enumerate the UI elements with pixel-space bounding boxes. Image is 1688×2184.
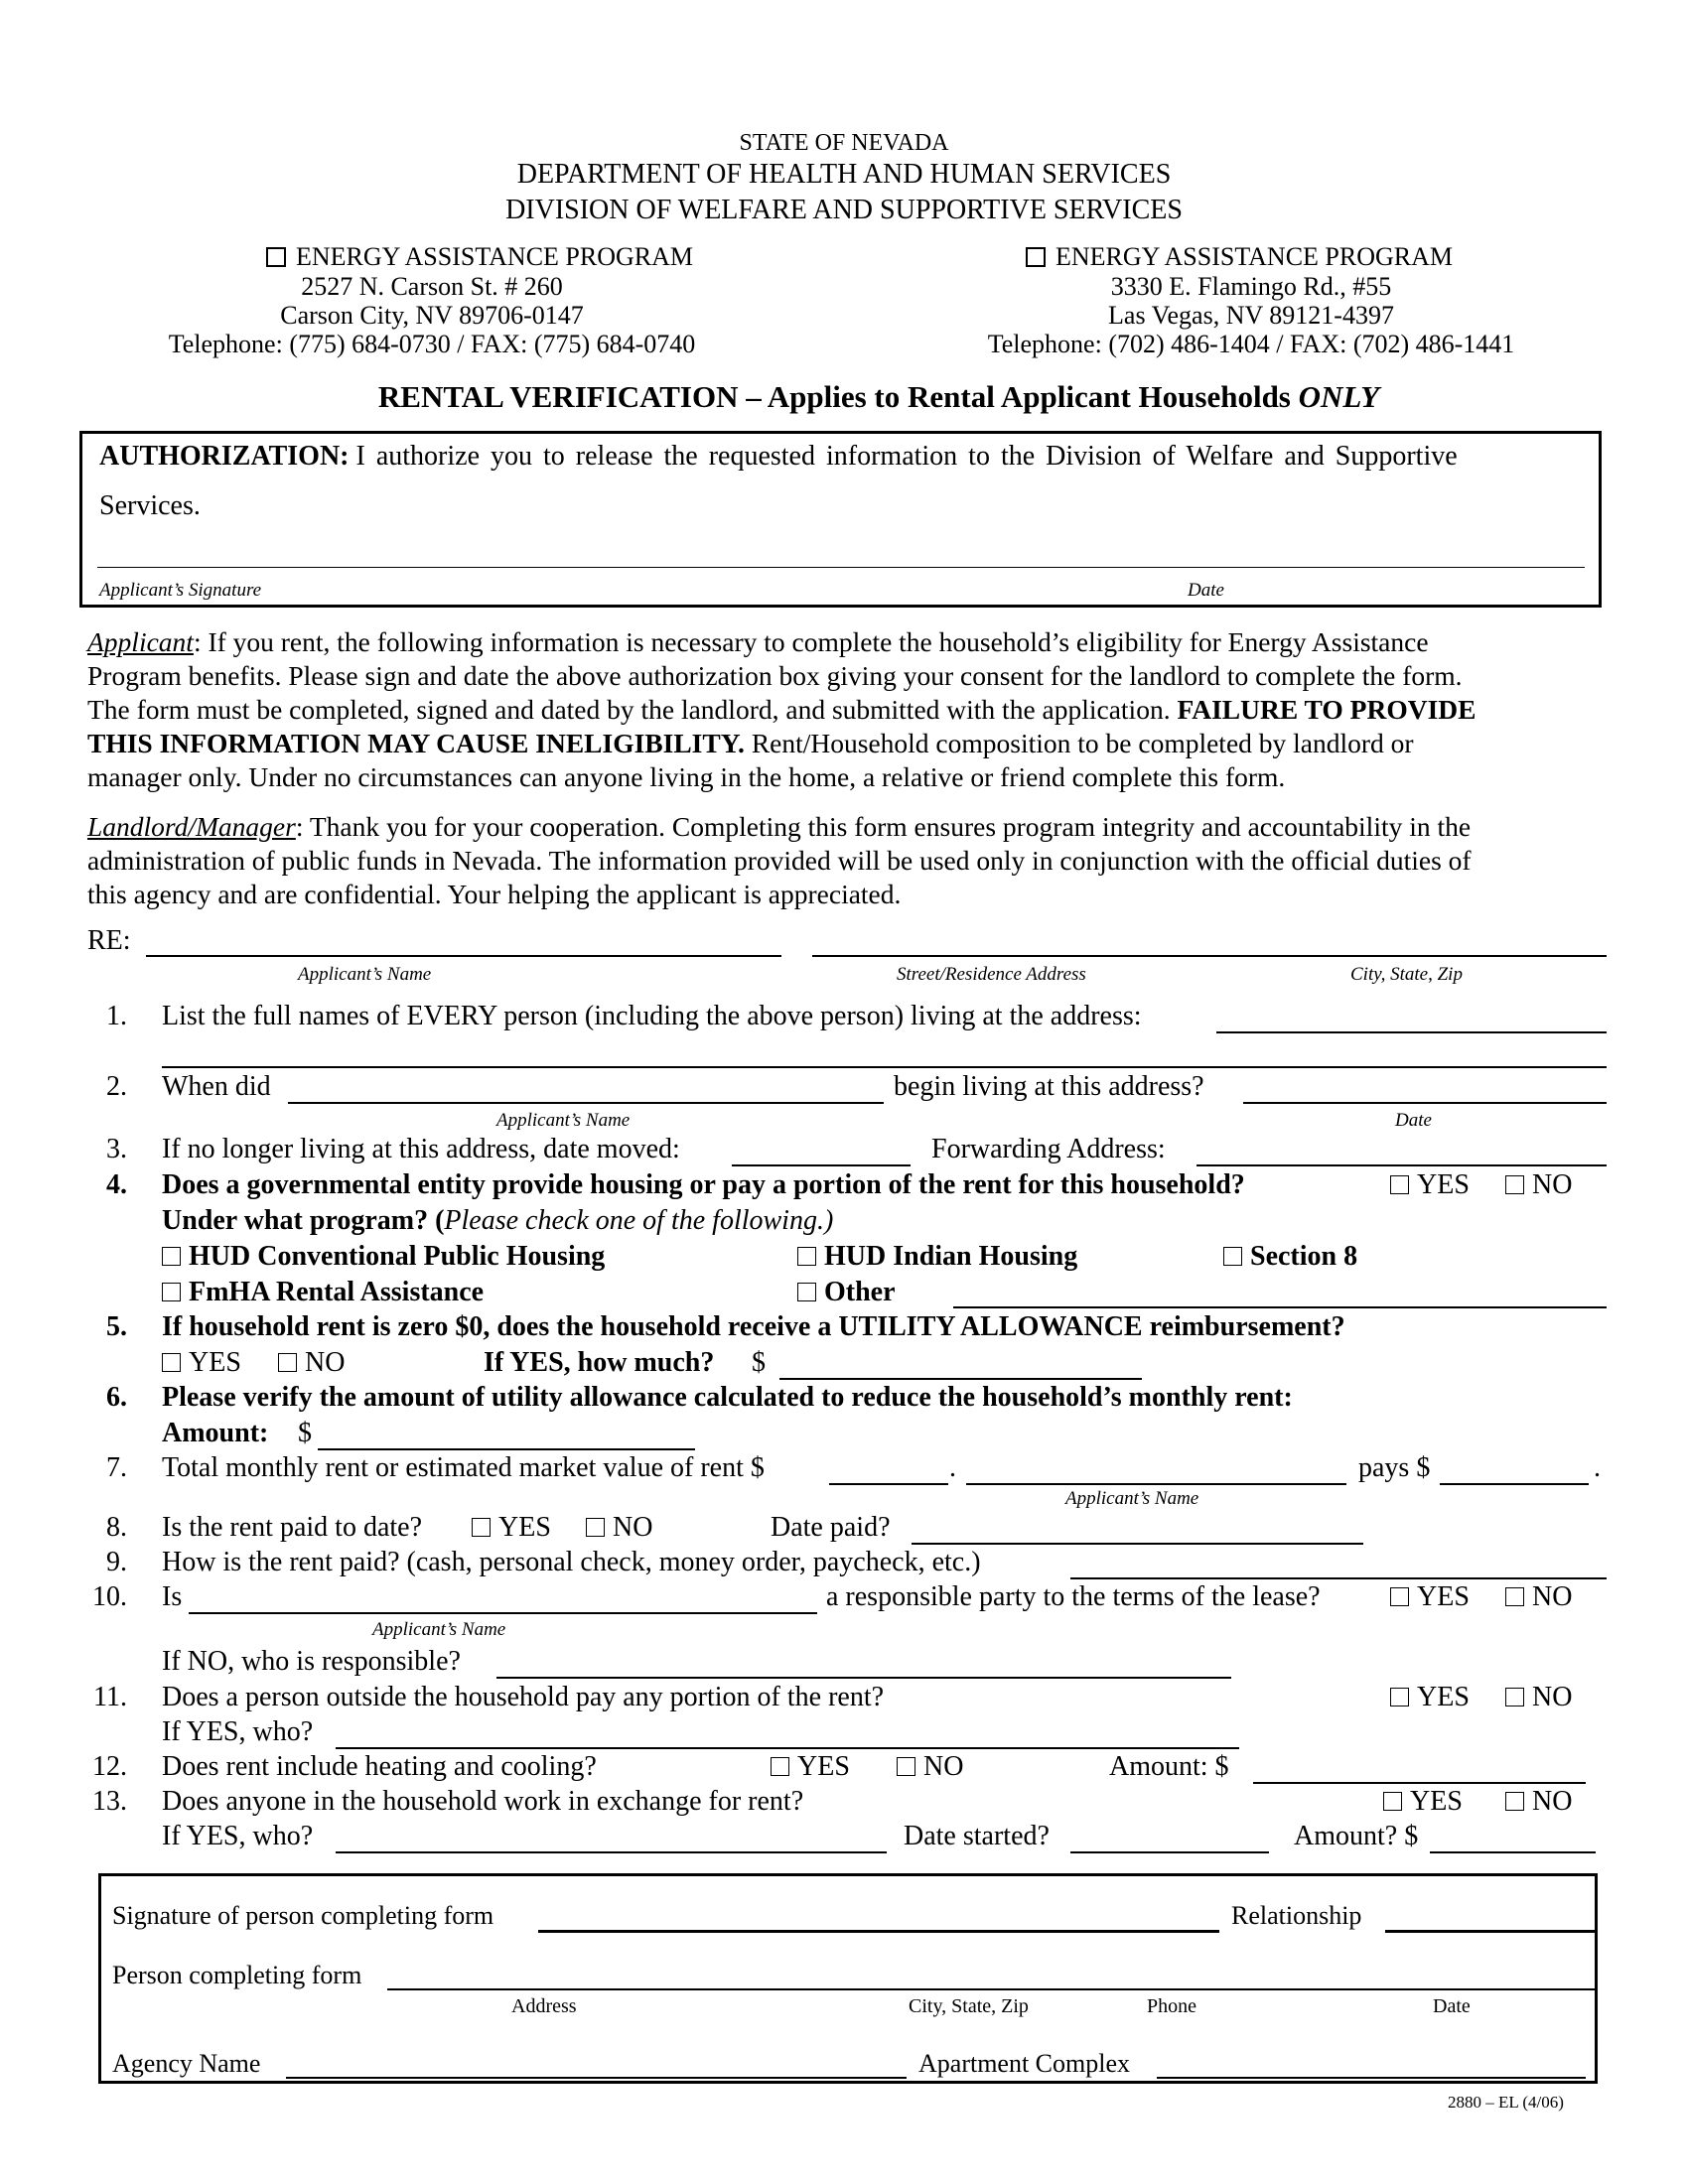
state-name: STATE OF NEVADA <box>739 130 949 156</box>
q4-under-program <box>162 1205 833 1237</box>
q4-opt-fmha[interactable] <box>162 1277 484 1308</box>
q8-date-paid-line[interactable] <box>912 1543 1363 1545</box>
q5-text: If household rent is zero $0, does the household receive a UTILITY ALLOWANCE reimbursement? <box>162 1311 1345 1342</box>
q4-no-option[interactable] <box>1505 1169 1572 1201</box>
q8-no-option[interactable] <box>586 1512 652 1544</box>
office-lasvegas-street: 3330 E. Flamingo Rd., #55 <box>1110 272 1392 301</box>
q2-text-a: When did <box>162 1071 271 1102</box>
q3-date-moved-line[interactable] <box>732 1164 911 1166</box>
re-city-label: City, State, Zip <box>1350 964 1463 985</box>
q7-applicant-name-label: Applicant’s Name <box>1065 1488 1199 1509</box>
q11-who-label: If YES, who? <box>162 1716 314 1747</box>
relationship-label: Relationship <box>1231 1901 1362 1930</box>
office-carson-checkbox[interactable] <box>266 247 286 267</box>
applicant-paragraph <box>87 625 1476 794</box>
q13-yes-checkbox[interactable] <box>1383 1792 1402 1811</box>
q7-number: 7. <box>106 1452 127 1483</box>
q2-date-label: Date <box>1395 1110 1432 1131</box>
q7-text-a: Total monthly rent or estimated market value of rent $ <box>162 1452 765 1483</box>
q13-date-started-line[interactable] <box>1070 1851 1269 1853</box>
q4-hud-conventional-checkbox[interactable] <box>162 1247 181 1266</box>
landlord-para-line3: this agency and are confidential. Your helping the applicant is appreciated. <box>87 879 902 909</box>
signature-completing-label: Signature of person completing form <box>112 1901 494 1930</box>
q4-no-label: NO <box>1532 1169 1573 1200</box>
landlord-para-line1: : Thank you for your cooperation. Completing this form ensures program integrity and accountability in the <box>295 811 1472 842</box>
applicant-signature-label: Applicant’s Signature <box>99 580 262 601</box>
q1-number: 1. <box>106 1001 127 1031</box>
q4-no-checkbox[interactable] <box>1505 1175 1524 1194</box>
q12-yes-checkbox[interactable] <box>771 1757 789 1776</box>
q5-yes-checkbox[interactable] <box>162 1353 181 1372</box>
q2-number: 2. <box>106 1071 127 1102</box>
q13-text: Does anyone in the household work in exchange for rent? <box>162 1786 804 1817</box>
re-applicant-name-label: Applicant’s Name <box>298 964 432 985</box>
q4-text: Does a governmental entity provide housing or pay a portion of the rent for this household? <box>162 1169 1245 1200</box>
q5-how-much-label: If YES, how much? <box>484 1347 715 1378</box>
q5-no-checkbox[interactable] <box>278 1353 297 1372</box>
q8-number: 8. <box>106 1512 127 1543</box>
q12-no-option[interactable] <box>897 1751 963 1783</box>
q10-no-option[interactable] <box>1505 1581 1572 1613</box>
applicant-para-line3b: FAILURE TO PROVIDE <box>1177 694 1477 725</box>
q10-text-b: a responsible party to the terms of the lease? <box>826 1581 1321 1612</box>
q2-date-line[interactable] <box>1243 1102 1607 1104</box>
q5-dollar-sign: $ <box>752 1347 766 1378</box>
q1-answer-line-2[interactable] <box>162 1066 1607 1068</box>
q8-text-a: Is the rent paid to date? <box>162 1512 423 1543</box>
authorization-line1: I authorize you to release the requested information to the Division of Welfare and Supportive <box>355 441 1458 472</box>
q2-text-b: begin living at this address? <box>894 1071 1204 1102</box>
q8-yes-checkbox[interactable] <box>472 1518 491 1537</box>
form-title-emph: ONLY <box>1298 379 1380 414</box>
q10-yes-checkbox[interactable] <box>1390 1587 1409 1606</box>
q13-no-checkbox[interactable] <box>1505 1792 1524 1811</box>
landlord-para-line2: administration of public funds in Nevada. The information provided will be used only in conjunction with the official duties of <box>87 845 1472 876</box>
authorization-label: AUTHORIZATION: <box>99 441 350 472</box>
q4-section8-checkbox[interactable] <box>1223 1247 1242 1266</box>
q13-number: 13. <box>92 1786 127 1817</box>
relationship-line[interactable] <box>1385 1930 1596 1933</box>
office-lasvegas-city: Las Vegas, NV 89121-4397 <box>1108 301 1394 330</box>
q12-yes-label: YES <box>797 1751 850 1782</box>
q11-yes-checkbox[interactable] <box>1390 1688 1409 1706</box>
q10-applicant-name-label: Applicant’s Name <box>372 1619 506 1640</box>
q3-number: 3. <box>106 1134 127 1164</box>
q13-no-label: NO <box>1532 1786 1573 1817</box>
q4-opt-other[interactable] <box>797 1277 896 1308</box>
q13-amount-line[interactable] <box>1430 1851 1596 1853</box>
q3-text-b: Forwarding Address: <box>931 1134 1166 1164</box>
landlord-para-label: Landlord/Manager <box>87 811 296 842</box>
authorization-date-label: Date <box>1188 580 1224 601</box>
q5-amount-line[interactable] <box>779 1378 1142 1380</box>
q13-no-option[interactable] <box>1505 1786 1572 1818</box>
q4-opt-section8[interactable] <box>1223 1241 1357 1273</box>
applicant-para-line4a: THIS INFORMATION MAY CAUSE INELIGIBILITY. <box>87 728 745 758</box>
q11-no-label: NO <box>1532 1682 1573 1712</box>
q6-dollar-sign: $ <box>298 1418 312 1448</box>
q4-fmha-label: FmHA Rental Assistance <box>189 1277 485 1307</box>
q2-applicant-name-label: Applicant’s Name <box>496 1110 631 1131</box>
applicant-signature-line[interactable] <box>97 567 1585 568</box>
q6-number: 6. <box>106 1382 127 1413</box>
q10-who-responsible-line[interactable] <box>496 1677 1231 1679</box>
q8-no-checkbox[interactable] <box>586 1518 605 1537</box>
q13-who-label: If YES, who? <box>162 1821 314 1851</box>
agency-name-line[interactable] <box>286 2077 907 2079</box>
q12-number: 12. <box>92 1751 127 1782</box>
q11-yes-option[interactable] <box>1390 1682 1470 1713</box>
q2-applicant-name-line[interactable] <box>288 1102 884 1104</box>
person-phone-label: Phone <box>1147 1995 1196 2017</box>
q4-hud-indian-label: HUD Indian Housing <box>824 1241 1078 1272</box>
form-title-main: RENTAL VERIFICATION – Applies to Rental Applicant Households <box>377 379 1299 414</box>
q4-section8-label: Section 8 <box>1250 1241 1358 1272</box>
person-completing-label: Person completing form <box>112 1961 362 1989</box>
re-applicant-name-line[interactable] <box>146 955 781 957</box>
q6-amount-label: Amount: <box>162 1418 269 1448</box>
q9-text: How is the rent paid? (cash, personal check, money order, paycheck, etc.) <box>162 1547 981 1577</box>
office-lasvegas-program: ENERGY ASSISTANCE PROGRAM <box>1055 242 1454 271</box>
q12-amount-label: Amount: $ <box>1109 1751 1229 1782</box>
applicant-para-line3a: The form must be completed, signed and dated by the landlord, and submitted with the application. <box>87 694 1178 725</box>
q3-text-a: If no longer living at this address, date moved: <box>162 1134 680 1164</box>
q4-hud-indian-checkbox[interactable] <box>797 1247 816 1266</box>
landlord-paragraph <box>87 810 1472 911</box>
q8-text-b: Date paid? <box>771 1512 891 1543</box>
q7-applicant-name-line[interactable] <box>966 1483 1346 1485</box>
q7-pays-line[interactable] <box>1440 1483 1589 1485</box>
office-carson-city: Carson City, NV 89706-0147 <box>280 301 584 330</box>
q11-who-line[interactable] <box>336 1747 1239 1749</box>
q9-number: 9. <box>106 1547 127 1577</box>
q10-yes-label: YES <box>1417 1581 1470 1612</box>
person-date-label: Date <box>1433 1995 1471 2017</box>
q7-end-period: . <box>1594 1452 1601 1483</box>
q11-no-option[interactable] <box>1505 1682 1572 1713</box>
office-carson-street: 2527 N. Carson St. # 260 <box>301 272 563 301</box>
authorization-text <box>99 441 1584 473</box>
re-label: RE: <box>87 925 131 956</box>
q12-yes-option[interactable] <box>771 1751 850 1783</box>
q10-number: 10. <box>92 1581 127 1612</box>
q6-text: Please verify the amount of utility allowance calculated to reduce the household’s monthly rent: <box>162 1382 1293 1413</box>
q10-yes-option[interactable] <box>1390 1581 1470 1613</box>
q10-applicant-name-line[interactable] <box>189 1612 817 1614</box>
person-completing-line[interactable] <box>387 1988 1596 1990</box>
q12-no-label: NO <box>923 1751 964 1782</box>
q13-amount-label: Amount? $ <box>1294 1821 1419 1851</box>
q4-number: 4. <box>106 1169 127 1200</box>
q12-no-checkbox[interactable] <box>897 1757 915 1776</box>
q1-answer-line[interactable] <box>1216 1031 1607 1033</box>
q4-fmha-checkbox[interactable] <box>162 1283 181 1301</box>
applicant-para-line5: manager only. Under no circumstances can anyone living in the home, a relative or friend complete this form. <box>87 761 1286 792</box>
q11-no-checkbox[interactable] <box>1505 1688 1524 1706</box>
agency-name-label: Agency Name <box>112 2049 261 2078</box>
office-lasvegas <box>1026 242 1453 272</box>
q7-period: . <box>949 1452 956 1483</box>
applicant-para-line4b: Rent/Household composition to be completed by landlord or <box>744 728 1414 758</box>
q4-other-line[interactable] <box>953 1306 1607 1308</box>
re-street-label: Street/Residence Address <box>897 964 1086 985</box>
person-city-label: City, State, Zip <box>909 1995 1029 2017</box>
q1-text: List the full names of EVERY person (including the above person) living at the address: <box>162 1001 1142 1031</box>
office-carson-phone: Telephone: (775) 684-0730 / FAX: (775) 684-0740 <box>168 330 696 358</box>
q9-answer-line[interactable] <box>1070 1577 1607 1579</box>
q7-rent-line[interactable] <box>829 1483 948 1485</box>
q4-opt-hud-conventional[interactable] <box>162 1241 605 1273</box>
q8-no-label: NO <box>613 1512 653 1543</box>
q4-hud-conventional-label: HUD Conventional Public Housing <box>189 1241 606 1272</box>
applicant-para-line2: Program benefits. Please sign and date the above authorization box giving your consent for the landlord to complete the form. <box>87 660 1463 691</box>
office-carson-program: ENERGY ASSISTANCE PROGRAM <box>296 242 694 271</box>
q11-yes-label: YES <box>1417 1682 1470 1712</box>
q4-please-text: Please check one of the following.) <box>444 1205 834 1236</box>
applicant-para-line1: : If you rent, the following information is necessary to complete the household’s eligibility for Energy Assistance <box>193 626 1429 657</box>
q10-who-responsible-label: If NO, who is responsible? <box>162 1646 461 1677</box>
q4-yes-option[interactable] <box>1390 1169 1470 1201</box>
q10-no-checkbox[interactable] <box>1505 1587 1524 1606</box>
q8-yes-label: YES <box>498 1512 551 1543</box>
q4-opt-hud-indian[interactable] <box>797 1241 1077 1273</box>
q3-forwarding-address-line[interactable] <box>1196 1164 1607 1166</box>
office-lasvegas-checkbox[interactable] <box>1026 247 1046 267</box>
office-carson <box>266 242 693 272</box>
q10-no-label: NO <box>1532 1581 1573 1612</box>
q12-text: Does rent include heating and cooling? <box>162 1751 597 1782</box>
person-address-label: Address <box>511 1995 577 2017</box>
q4-other-checkbox[interactable] <box>797 1283 816 1301</box>
form-title <box>0 379 1688 415</box>
q11-number: 11. <box>93 1682 127 1712</box>
q4-yes-checkbox[interactable] <box>1390 1175 1409 1194</box>
q5-yes-label: YES <box>189 1347 241 1378</box>
q5-yes-option[interactable] <box>162 1347 241 1379</box>
q13-date-started-label: Date started? <box>904 1821 1050 1851</box>
q11-text: Does a person outside the household pay any portion of the rent? <box>162 1682 885 1712</box>
q5-no-option[interactable] <box>278 1347 345 1379</box>
re-address-line[interactable] <box>812 955 1607 957</box>
applicant-para-label: Applicant <box>87 626 194 657</box>
q4-other-label: Other <box>824 1277 896 1307</box>
q7-text-b: pays $ <box>1358 1452 1431 1483</box>
apartment-complex-label: Apartment Complex <box>918 2049 1131 2078</box>
q8-yes-option[interactable] <box>472 1512 551 1544</box>
apartment-complex-line[interactable] <box>1157 2077 1586 2079</box>
office-lasvegas-phone: Telephone: (702) 486-1404 / FAX: (702) 486-1441 <box>987 330 1515 358</box>
q5-number: 5. <box>106 1311 127 1342</box>
q13-yes-label: YES <box>1410 1786 1463 1817</box>
q5-no-label: NO <box>305 1347 346 1378</box>
form-id: 2880 – EL (4/06) <box>1448 2093 1564 2112</box>
q13-who-line[interactable] <box>336 1851 887 1853</box>
department-name: DEPARTMENT OF HEALTH AND HUMAN SERVICES <box>516 159 1172 190</box>
q10-text-a: Is <box>162 1581 183 1612</box>
authorization-line2: Services. <box>99 490 201 521</box>
division-name: DIVISION OF WELFARE AND SUPPORTIVE SERVICES <box>505 195 1183 225</box>
q4-under-label: Under what program? ( <box>162 1205 445 1236</box>
q12-amount-line[interactable] <box>1253 1782 1586 1784</box>
q13-yes-option[interactable] <box>1383 1786 1463 1818</box>
signature-completing-line[interactable] <box>538 1930 1219 1933</box>
q6-amount-line[interactable] <box>318 1448 695 1450</box>
q4-yes-label: YES <box>1417 1169 1470 1200</box>
